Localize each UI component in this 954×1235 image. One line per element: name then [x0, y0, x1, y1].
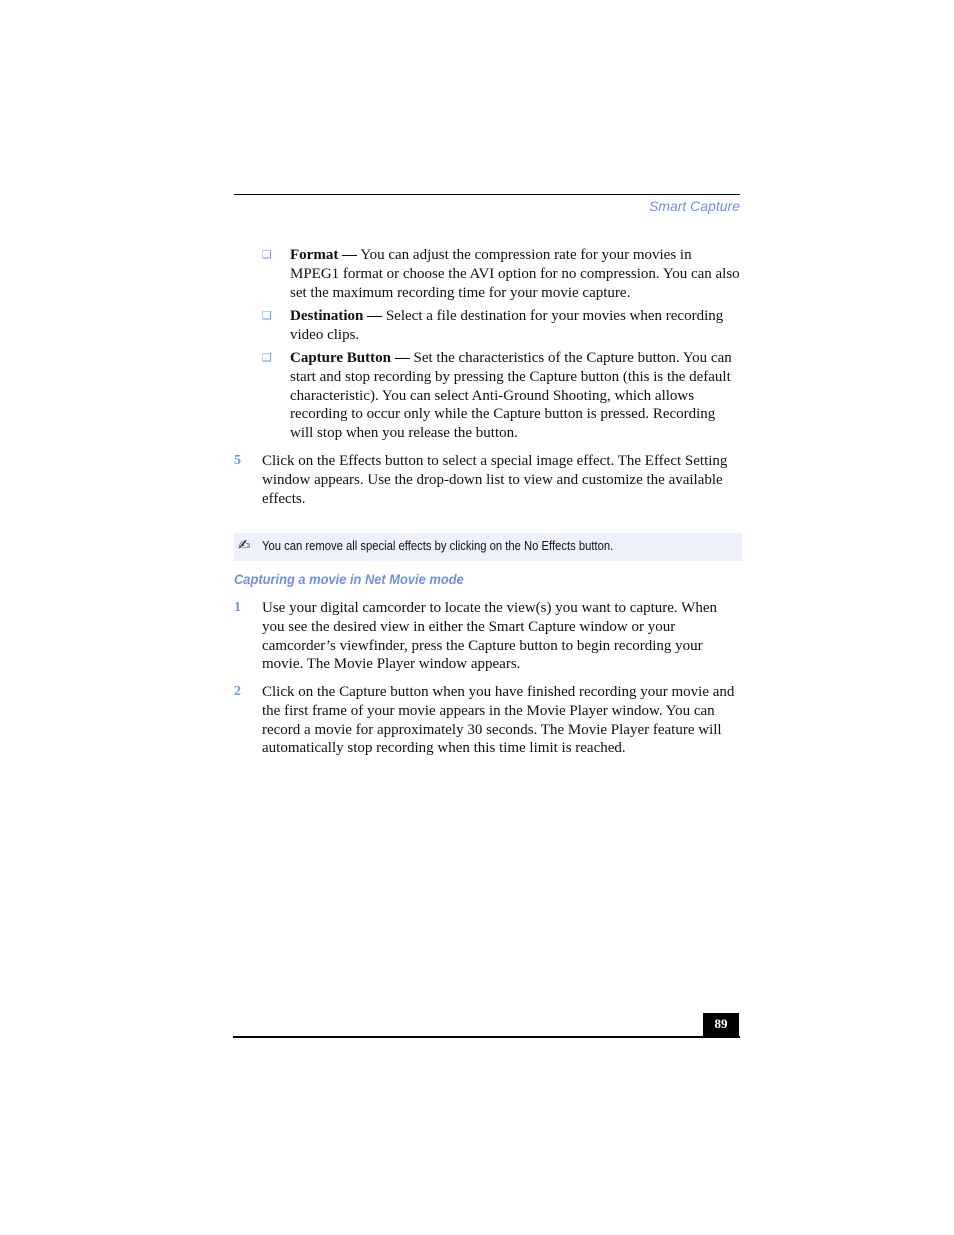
- step-number: 2: [234, 684, 241, 699]
- step-text: Use your digital camcorder to locate the view(s) you want to capture. When you see the desired view in either the Smart Capture window or your camcorder’s viewfinder, press the Capture button to begin recording your movie. The Movie Player window appears.: [262, 600, 717, 673]
- bullet-term: Format —: [290, 247, 358, 263]
- step-text: Click on the Effects button to select a special image effect. The Effect Setting window appears. Use the drop-down list to view and customize the available effects.: [262, 453, 728, 507]
- section-heading: Capturing a movie in Net Movie mode: [234, 571, 464, 587]
- checkbox-bullet-icon: ❑: [262, 351, 272, 364]
- step-number: 1: [234, 600, 241, 615]
- checkbox-bullet-icon: ❑: [262, 309, 272, 322]
- step-number: 5: [234, 453, 241, 468]
- footer-rule: [233, 1036, 740, 1038]
- note-text: You can remove all special effects by clicking on the No Effects button.: [262, 539, 614, 553]
- bullet-term: Capture Button —: [290, 350, 410, 366]
- bullet-text: Set the characteristics of the Capture button. You can start and stop recording by pressing the Capture button (this is the default characteristic). You can select Anti-Ground Shooting, which allows recording to occur only while the Capture button is pressed. Recording will stop when you release the button.: [290, 350, 732, 442]
- pencil-icon: ✍: [238, 536, 251, 554]
- note-box: [234, 533, 742, 561]
- checkbox-bullet-icon: ❑: [262, 248, 272, 261]
- bullet-text: You can adjust the compression rate for your movies in MPEG1 format or choose the AVI option for no compression. You can also set the maximum recording time for your movie capture.: [290, 247, 740, 301]
- step-text: Click on the Capture button when you have finished recording your movie and the first frame of your movie appears in the Movie Player window. You can record a movie for approximately 30 seconds. The Movie Player feature will automatically stop recording when this time limit is reached.: [262, 684, 735, 757]
- running-head: Smart Capture: [648, 198, 740, 214]
- bullet-text: Select a file destination for your movies when recording video clips.: [290, 308, 724, 343]
- header-rule: [234, 194, 740, 195]
- page-number: 89: [703, 1013, 739, 1036]
- bullet-term: Destination —: [290, 308, 383, 324]
